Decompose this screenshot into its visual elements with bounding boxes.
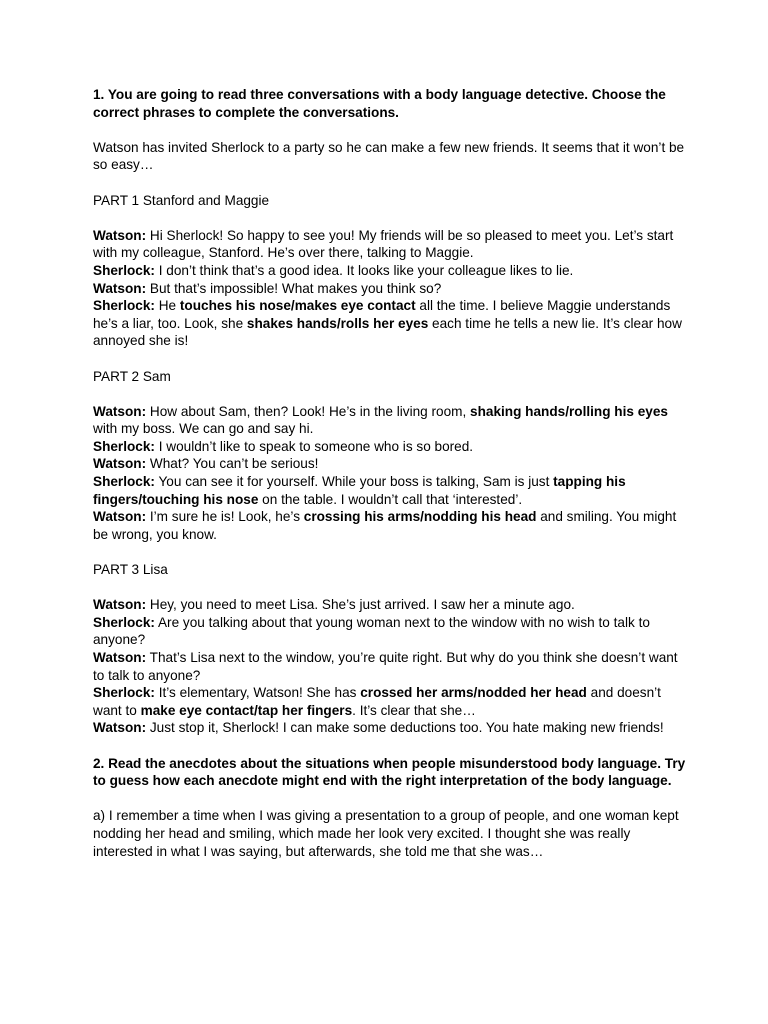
dialogue-text: Hey, you need to meet Lisa. She’s just arrived. I saw her a minute ago. bbox=[146, 597, 575, 613]
task-1-intro: Watson has invited Sherlock to a party so he can make a few new friends. It seems that it won’t be so easy… bbox=[93, 139, 685, 173]
anecdote-a: a) I remember a time when I was giving a presentation to a group of people, and one woman kept nodding her head and smiling, which made her look very excited. I thought she was really interested in what I was saying, but afterwards, she told me that she was… bbox=[93, 808, 679, 859]
speaker-name: Watson: bbox=[93, 227, 147, 243]
part-2-title: PART 2 Sam bbox=[93, 368, 171, 384]
dialogue-text: How about Sam, then? Look! He’s in the living room, bbox=[146, 403, 471, 419]
dialogue-line bbox=[93, 508, 688, 543]
dialogue-text: and smiling. You might be wrong, you know. bbox=[93, 509, 677, 542]
part-1-title: PART 1 Stanford and Maggie bbox=[93, 192, 270, 208]
answer-options: shaking hands/rolling his eyes bbox=[470, 403, 668, 419]
dialogue-line bbox=[93, 262, 688, 280]
dialogue-line bbox=[93, 614, 688, 649]
dialogue-line bbox=[93, 455, 688, 473]
answer-options: crossing his arms/nodding his head bbox=[303, 509, 537, 525]
dialogue-text: and doesn’t want to bbox=[93, 685, 661, 718]
part-2-dialogue bbox=[93, 403, 688, 544]
dialogue-line bbox=[93, 596, 688, 614]
dialogue-text: I wouldn’t like to speak to someone who is so bored. bbox=[154, 438, 474, 454]
speaker-name: Sherlock: bbox=[93, 685, 155, 701]
speaker-name: Sherlock: bbox=[93, 614, 155, 630]
speaker-name: Watson: bbox=[93, 597, 147, 613]
dialogue-text: Hi Sherlock! So happy to see you! My friends will be so pleased to meet you. Let’s start with my colleague, Stanford. He’s over there, talking to Maggie. bbox=[93, 227, 674, 261]
task-2-heading: 2. Read the anecdotes about the situations when people misunderstood body language. Try to guess how each anecdote might end with the right interpretation of the body language. bbox=[93, 755, 686, 789]
dialogue-line bbox=[93, 227, 688, 262]
dialogue-text: He bbox=[154, 298, 180, 314]
speaker-name: Sherlock: bbox=[93, 262, 155, 278]
speaker-name: Watson: bbox=[93, 403, 147, 419]
speaker-name: Sherlock: bbox=[93, 438, 155, 454]
speaker-name: Watson: bbox=[93, 280, 147, 296]
speaker-name: Watson: bbox=[93, 650, 147, 665]
dialogue-text: each time he tells a new lie. It’s clear how annoyed she is! bbox=[93, 315, 682, 349]
answer-options: touches his nose/makes eye contact bbox=[179, 298, 416, 314]
dialogue-text: But that’s impossible! What makes you think so? bbox=[146, 280, 442, 296]
dialogue-text: . It’s clear that she… bbox=[352, 702, 476, 718]
part-1-dialogue bbox=[93, 227, 688, 350]
dialogue-text: I don’t think that’s a good idea. It looks like your colleague likes to lie. bbox=[154, 262, 574, 278]
speaker-name: Sherlock: bbox=[93, 474, 155, 490]
dialogue-text: What? You can’t be serious! bbox=[146, 456, 319, 472]
dialogue-line bbox=[93, 684, 688, 719]
dialogue-text: Are you talking about that young woman next to the window with no wish to talk to anyone? bbox=[93, 614, 650, 648]
dialogue-text: You can see it for yourself. While your boss is talking, Sam is just bbox=[154, 474, 554, 490]
task-1-heading: 1. You are going to read three conversations with a body language detective. Choose the correct phrases to complete the conversations. bbox=[93, 87, 666, 120]
dialogue-line bbox=[93, 280, 688, 298]
dialogue-text: Just stop it, Sherlock! I can make some deductions too. You hate making new friends! bbox=[146, 720, 664, 736]
speaker-name: Watson: bbox=[93, 456, 147, 472]
dialogue-text: on the table. I wouldn’t call that ‘interested’. bbox=[258, 491, 523, 507]
answer-options: make eye contact/tap her fingers bbox=[140, 702, 353, 718]
dialogue-line bbox=[93, 473, 688, 508]
dialogue-text: That’s Lisa next to the window, you’re quite right. But why do you think she doesn’t want to talk to anyone? bbox=[93, 650, 678, 683]
dialogue-line bbox=[93, 403, 688, 438]
answer-options: crossed her arms/nodded her head bbox=[360, 685, 587, 701]
dialogue-line bbox=[93, 438, 688, 456]
dialogue-text: all the time. I believe Maggie understands he’s a liar, too. Look, she bbox=[93, 298, 671, 331]
dialogue-line bbox=[93, 297, 688, 350]
part-3-dialogue bbox=[93, 596, 688, 737]
dialogue-text: with my boss. We can go and say hi. bbox=[93, 421, 314, 437]
speaker-name: Watson: bbox=[93, 720, 147, 736]
answer-options: tapping his fingers/touching his nose bbox=[93, 474, 626, 507]
speaker-name: Watson: bbox=[93, 509, 147, 525]
speaker-name: Sherlock: bbox=[93, 298, 155, 314]
dialogue-line bbox=[93, 719, 688, 737]
dialogue-text: It’s elementary, Watson! She has bbox=[154, 685, 361, 701]
answer-options: shakes hands/rolls her eyes bbox=[246, 315, 429, 331]
part-3-title: PART 3 Lisa bbox=[93, 562, 168, 578]
dialogue-text: I’m sure he is! Look, he’s bbox=[146, 509, 304, 525]
dialogue-line bbox=[93, 649, 688, 684]
